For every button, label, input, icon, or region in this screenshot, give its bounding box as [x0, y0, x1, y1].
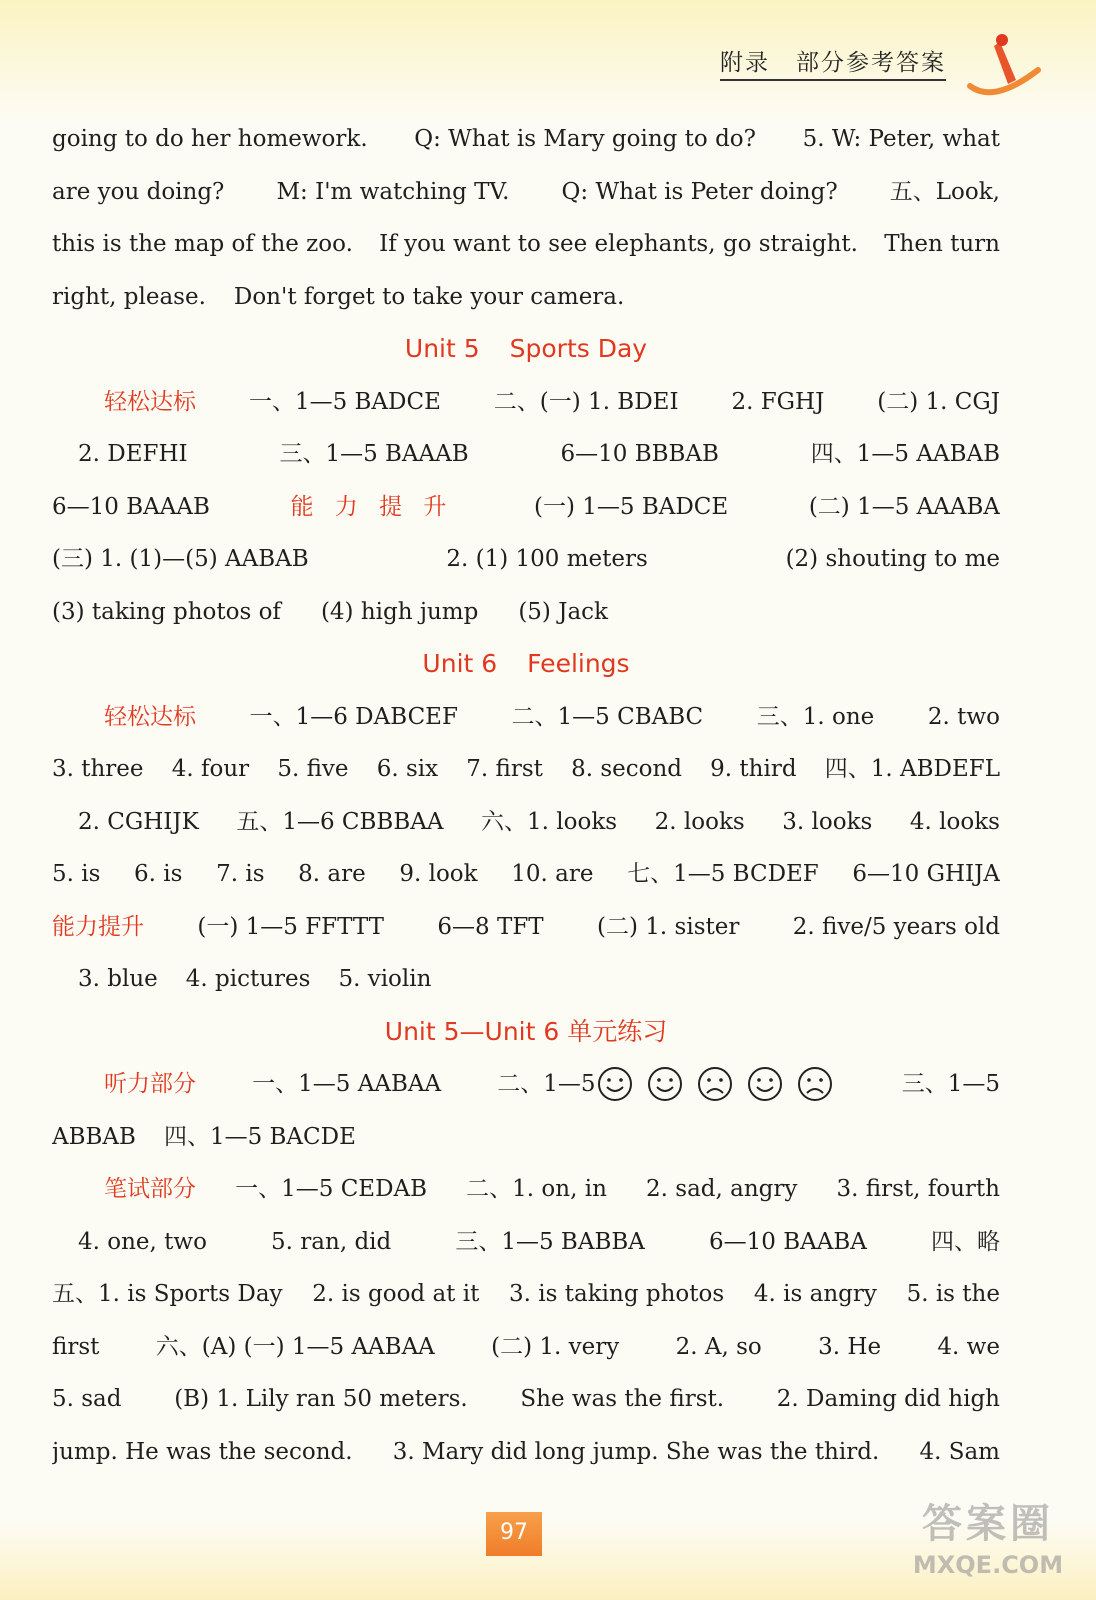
answer-text: ABBAB	[52, 1123, 136, 1150]
answer-text: 6—10 BAABA	[708, 1228, 867, 1255]
answer-text: 7. first	[466, 756, 543, 783]
header-appendix: 附录	[720, 50, 770, 76]
answer-text: 3. looks	[782, 808, 873, 835]
answer-line	[52, 376, 1000, 429]
section-tag-easy: 轻松达标	[104, 388, 196, 415]
answer-text: 四、1—5 BACDE	[163, 1123, 356, 1150]
answer-text: Q: What is Mary going to do?	[414, 126, 756, 153]
answer-line	[52, 586, 1000, 639]
answer-text: 六、(A) (一) 1—5 AABAA	[155, 1333, 435, 1360]
answer-text: (二) 1—5 AAABA	[808, 493, 1000, 520]
answer-text: 2. sad, angry	[646, 1176, 798, 1203]
answer-line	[52, 691, 1000, 744]
answer-text: 6—10 BBBAB	[560, 441, 719, 468]
answer-line	[52, 1373, 1000, 1426]
answer-text: 2. DEFHI	[78, 441, 188, 468]
answer-line	[52, 1321, 1000, 1374]
answer-text: 7. is	[216, 861, 265, 888]
answer-text: are you doing?	[52, 178, 225, 205]
answer-text: 10. are	[511, 861, 594, 888]
answer-line	[52, 901, 1000, 954]
answer-text: 9. look	[399, 861, 478, 888]
answer-text: 3. first, fourth	[836, 1176, 1000, 1203]
smiley-face-icon	[746, 1065, 784, 1103]
answer-text: 8. second	[571, 756, 682, 783]
answer-text: Then turn	[884, 231, 1000, 258]
answer-text: 2. five/5 years old	[792, 913, 1000, 940]
answer-line	[52, 166, 1000, 219]
answer-text: 3. Mary did long jump. She was the third.	[392, 1438, 880, 1465]
answer-text: 五、1—6 CBBBAA	[236, 808, 444, 835]
answer-line	[52, 1216, 1000, 1269]
answer-text: 4. one, two	[78, 1228, 207, 1255]
answer-text: 8. are	[298, 861, 366, 888]
running-header	[720, 44, 946, 81]
answer-text: 4. Sam	[919, 1438, 1000, 1465]
answer-text: If you want to see elephants, go straight.	[379, 231, 858, 258]
answer-text: first	[52, 1333, 100, 1360]
answer-text: 六、1. looks	[481, 808, 618, 835]
answer-text: this is the map of the zoo.	[52, 231, 353, 258]
answer-text: (一) 1—5 BADCE	[534, 493, 729, 520]
answer-text: 二、(一) 1. BDEI	[493, 388, 679, 415]
answer-text: 2. looks	[654, 808, 745, 835]
answer-text: (三) 1. (1)—(5) AABAB	[52, 546, 309, 573]
answer-text: (二) 1. sister	[597, 913, 740, 940]
answer-text: 五、Look,	[889, 178, 1000, 205]
answer-line	[52, 1111, 1000, 1164]
answer-line	[52, 1058, 1000, 1111]
answer-text: Don't forget to take your camera.	[233, 283, 625, 310]
watermark-en: MXQE.COM	[912, 1551, 1064, 1579]
answer-text: 6—10 GHIJA	[852, 861, 1000, 888]
answer-text: 3. three	[52, 756, 144, 783]
answer-text: 二、1—5	[497, 1071, 596, 1098]
answer-text: 4. is angry	[753, 1281, 877, 1308]
answer-line	[52, 848, 1000, 901]
answer-text: (一) 1—5 FFTTT	[197, 913, 385, 940]
answer-text: (二) 1. CGJ	[877, 388, 1000, 415]
section-tag-writing: 笔试部分	[104, 1176, 196, 1203]
header-answers: 部分参考答案	[796, 50, 946, 76]
section-tag-ability: 能 力 提 升	[290, 493, 454, 520]
unit-title-part: Feelings	[527, 649, 630, 678]
answer-text: 5. W: Peter, what	[802, 126, 1000, 153]
answer-text: 6. is	[134, 861, 183, 888]
answer-text: 4. pictures	[185, 966, 311, 993]
answer-text: 2. two	[927, 703, 1000, 730]
answer-text: 四、1. ABDEFL	[824, 756, 1000, 783]
faces-answer	[497, 1058, 845, 1110]
unit-title	[52, 323, 1000, 376]
answer-text: (5) Jack	[518, 598, 608, 625]
answer-text: 5. is	[52, 861, 101, 888]
answer-text: 2. CGHIJK	[78, 808, 199, 835]
answer-text: 6—8 TFT	[437, 913, 544, 940]
answer-text: M: I'm watching TV.	[276, 178, 510, 205]
answer-text: (2) shouting to me	[785, 546, 1000, 573]
unit-title	[52, 1006, 1000, 1059]
answer-text: 6. six	[376, 756, 439, 783]
section-tag-ability: 能力提升	[52, 913, 144, 940]
pencil-swoosh-icon	[964, 30, 1044, 110]
answer-text: (二) 1. very	[491, 1333, 620, 1360]
answer-text: Q: What is Peter doing?	[561, 178, 838, 205]
answer-text: She was the first.	[520, 1386, 725, 1413]
answer-text: 9. third	[710, 756, 797, 783]
answer-text: 5. ran, did	[271, 1228, 392, 1255]
answer-line	[52, 743, 1000, 796]
answer-line	[52, 271, 1000, 324]
answer-text: 5. sad	[52, 1386, 122, 1413]
answer-text: 四、略	[930, 1228, 1000, 1255]
answer-text: (4) high jump	[320, 598, 479, 625]
answer-line	[52, 953, 1000, 1006]
answer-text: 三、1—5 BABBA	[455, 1228, 645, 1255]
answer-text: 2. FGHJ	[731, 388, 825, 415]
watermark-logo	[900, 1498, 1076, 1590]
answer-text: 一、1—5 BADCE	[248, 388, 441, 415]
answer-text: 四、1—5 AABAB	[810, 441, 1000, 468]
answer-text: 6—10 BAAAB	[52, 493, 210, 520]
answer-text: right, please.	[52, 283, 206, 310]
unit-title-part: Unit 6	[422, 649, 498, 678]
unit-title-part: Unit 5	[404, 334, 480, 363]
smiley-face-icon	[596, 1065, 634, 1103]
answer-line	[52, 481, 1000, 534]
answer-text: 3. He	[818, 1333, 882, 1360]
answer-text: 一、1—5 CEDAB	[235, 1176, 428, 1203]
answer-text: 4. looks	[909, 808, 1000, 835]
answer-text: 2. A, so	[675, 1333, 762, 1360]
answer-line	[52, 533, 1000, 586]
answer-text: 2. (1) 100 meters	[446, 546, 648, 573]
answer-line	[52, 428, 1000, 481]
answer-text: 4. we	[937, 1333, 1000, 1360]
answer-line	[52, 1426, 1000, 1479]
page-number: 97	[486, 1512, 542, 1556]
answer-content	[52, 113, 1000, 1478]
answer-text: 2. is good at it	[312, 1281, 480, 1308]
answer-text: jump. He was the second.	[52, 1438, 353, 1465]
answer-text: 三、1—5	[901, 1071, 1000, 1098]
answer-line	[52, 113, 1000, 166]
answer-text: 五、1. is Sports Day	[52, 1281, 283, 1308]
answer-text: 一、1—5 AABAA	[252, 1071, 442, 1098]
answer-text: 3. blue	[78, 966, 158, 993]
answer-text: 4. four	[171, 756, 250, 783]
answer-text: 二、1. on, in	[466, 1176, 607, 1203]
unit-title-part: Unit 5—Unit 6 单元练习	[384, 1016, 668, 1046]
answer-text: 七、1—5 BCDEF	[627, 861, 819, 888]
answer-text: 三、1. one	[756, 703, 875, 730]
section-tag-easy: 轻松达标	[104, 703, 196, 730]
answer-line	[52, 218, 1000, 271]
answer-text: 三、1—5 BAAAB	[279, 441, 469, 468]
answer-text: (B) 1. Lily ran 50 meters.	[174, 1386, 468, 1413]
unit-title-part: Sports Day	[509, 334, 648, 363]
answer-text: 2. Daming did high	[776, 1386, 1000, 1413]
answer-line	[52, 1268, 1000, 1321]
answer-line	[52, 796, 1000, 849]
answer-text: 5. violin	[338, 966, 432, 993]
smiley-face-icon	[646, 1065, 684, 1103]
answer-text: 5. five	[277, 756, 349, 783]
answer-text: 3. is taking photos	[509, 1281, 725, 1308]
answer-text: 5. is the	[906, 1281, 1000, 1308]
answer-text: 一、1—6 DABCEF	[249, 703, 458, 730]
section-tag-listening: 听力部分	[104, 1071, 196, 1098]
sad-face-icon	[796, 1065, 834, 1103]
answer-text: 二、1—5 CBABC	[511, 703, 704, 730]
sad-face-icon	[696, 1065, 734, 1103]
answer-line	[52, 1163, 1000, 1216]
unit-title	[52, 638, 1000, 691]
answer-text: going to do her homework.	[52, 126, 368, 153]
answer-text: (3) taking photos of	[52, 598, 281, 625]
watermark-cn: 答案圈	[922, 1501, 1054, 1547]
